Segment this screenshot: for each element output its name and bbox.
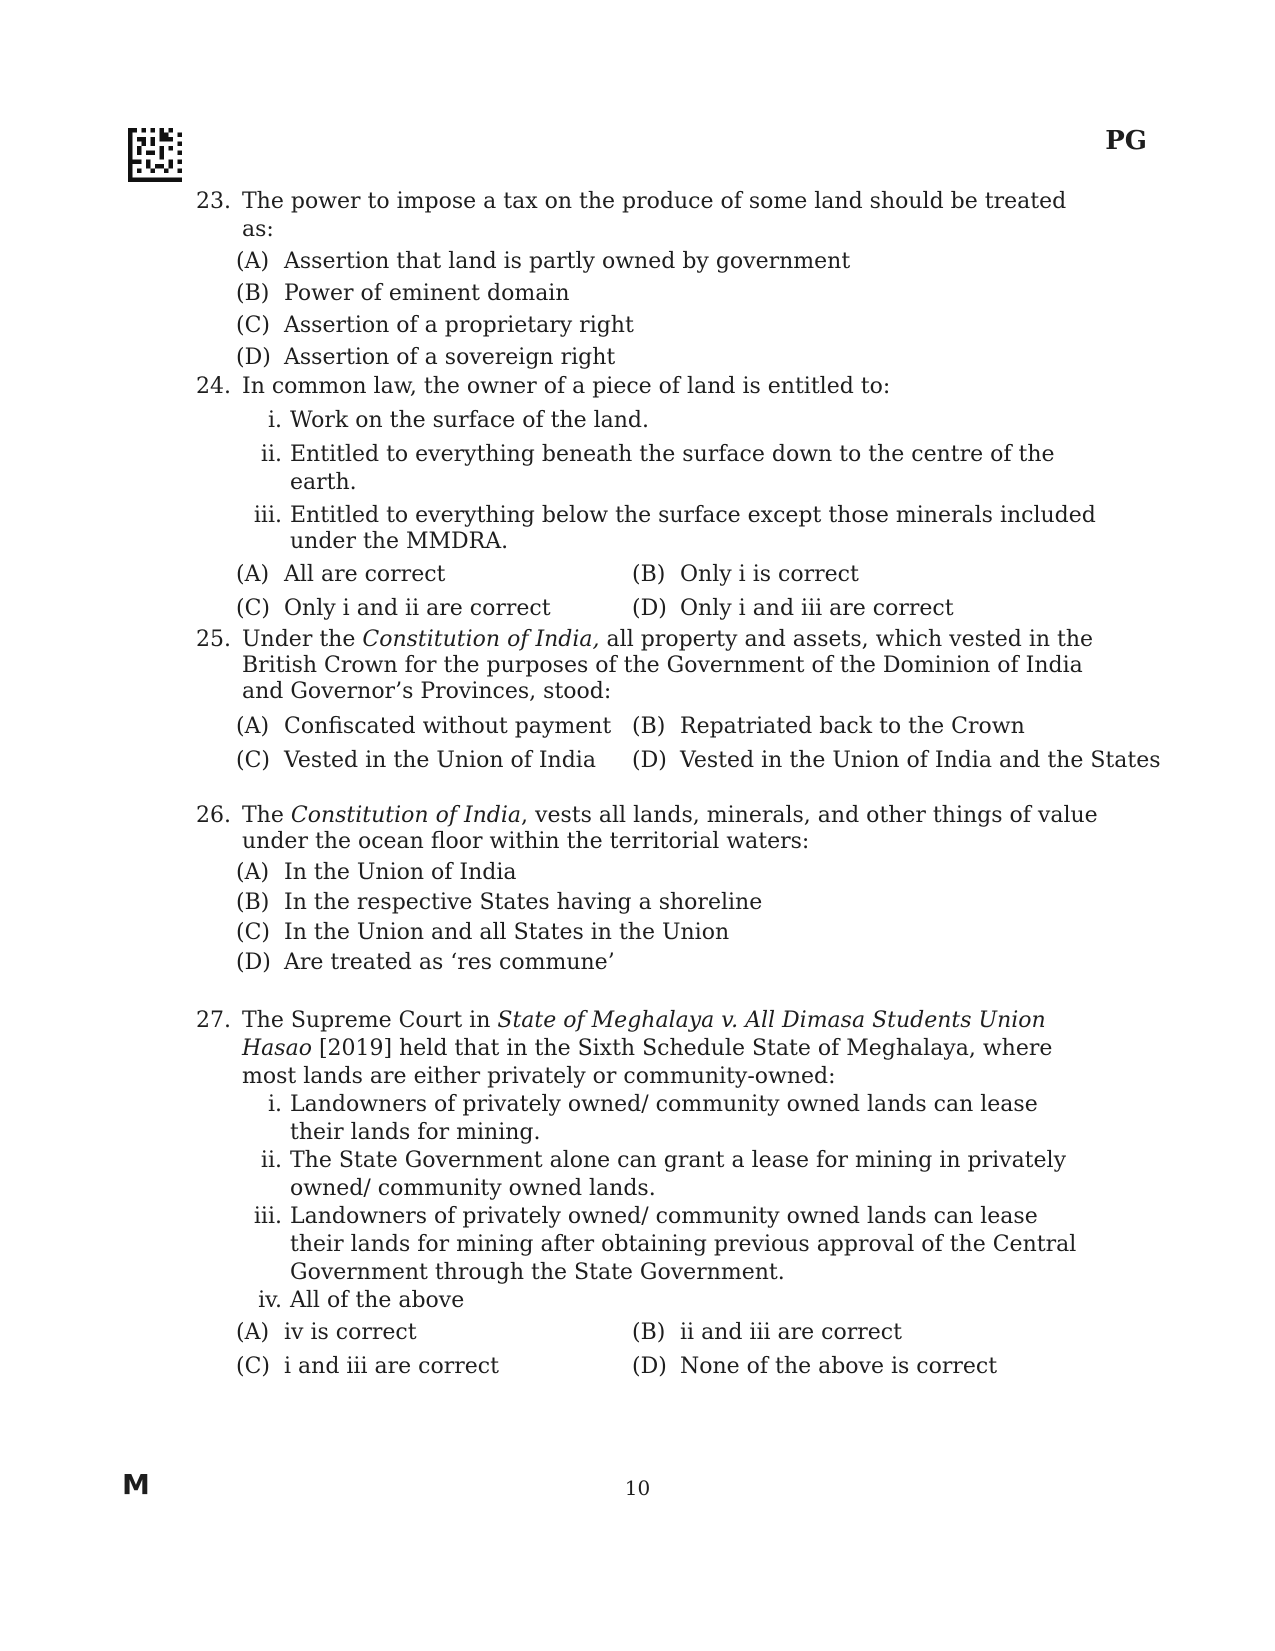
- option-a[interactable]: (A) All are correct: [236, 562, 446, 587]
- series-letter: M: [122, 1468, 150, 1501]
- statement: iv. All of the above: [258, 1288, 465, 1313]
- question-25: [196, 627, 1161, 775]
- statement: ii. The State Government alone can grant a lease for mining in privately owned/ community owned lands.: [260, 1148, 1067, 1201]
- option-b[interactable]: (B) Only i is correct: [632, 562, 859, 587]
- question-number: 26.: [196, 803, 231, 828]
- question-23: [196, 188, 1098, 372]
- question-text: In common law, the owner of a piece of land is entitled to:: [242, 374, 891, 399]
- statement: ii. Entitled to everything beneath the surface down to the centre of the earth.: [260, 442, 1055, 495]
- question-27: [196, 1007, 1098, 1381]
- page-number: 10: [624, 1476, 651, 1500]
- question-number: 27.: [196, 1008, 231, 1033]
- option-c[interactable]: (C) Only i and ii are correct: [236, 596, 551, 621]
- option-d[interactable]: (D) Are treated as ‘res commune’: [236, 950, 615, 975]
- question-24: [196, 373, 1098, 623]
- question-text: The power to impose a tax on the produce of some land should be treated as:: [242, 189, 1067, 242]
- statement: iii. Landowners of privately owned/ community owned lands can lease their lands for mining after obtaining previous approval of the Central Government through the State Government.: [253, 1204, 1077, 1285]
- option-d[interactable]: (D) Only i and iii are correct: [632, 596, 954, 621]
- option-a[interactable]: (A) In the Union of India: [236, 860, 517, 885]
- datamatrix-code: [128, 128, 182, 182]
- question-text: Under the Constitution of India, all property and assets, which vested in the British Crown for the purposes of the Government of the Dominion of India and Governor’s Provinces, stood:: [242, 627, 1094, 704]
- option-b[interactable]: (B) Repatriated back to the Crown: [632, 714, 1025, 739]
- option-c[interactable]: (C) Assertion of a proprietary right: [236, 313, 634, 338]
- question-26: [196, 803, 1098, 977]
- option-c[interactable]: (C) Vested in the Union of India: [236, 748, 596, 773]
- option-c[interactable]: (C) i and iii are correct: [236, 1354, 499, 1379]
- option-a[interactable]: (A) iv is correct: [236, 1320, 417, 1345]
- statement: i. Work on the surface of the land.: [267, 408, 650, 433]
- paper-code: PG: [1105, 126, 1147, 156]
- option-b[interactable]: (B) Power of eminent domain: [236, 281, 570, 306]
- statement: iii. Entitled to everything below the surface except those minerals included under the MMDRA.: [253, 503, 1096, 554]
- question-number: 25.: [196, 627, 231, 652]
- option-a[interactable]: (A) Assertion that land is partly owned by government: [236, 249, 851, 274]
- option-c[interactable]: (C) In the Union and all States in the Union: [236, 920, 730, 945]
- option-d[interactable]: (D) None of the above is correct: [632, 1354, 998, 1379]
- option-b[interactable]: (B) In the respective States having a shoreline: [236, 890, 763, 915]
- option-b[interactable]: (B) ii and iii are correct: [632, 1320, 902, 1345]
- option-d[interactable]: (D) Assertion of a sovereign right: [236, 345, 616, 370]
- option-a[interactable]: (A) Confiscated without payment: [236, 714, 612, 739]
- statement: i. Landowners of privately owned/ community owned lands can lease their lands for mining.: [267, 1092, 1038, 1145]
- question-number: 23.: [196, 189, 231, 214]
- question-number: 24.: [196, 374, 231, 399]
- question-text: The Constitution of India, vests all lands, minerals, and other things of value under the ocean floor within the territorial waters:: [242, 803, 1098, 854]
- question-text: The Supreme Court in State of Meghalaya v. All Dimasa Students Union Hasao [2019] held that in the Sixth Schedule State of Meghalaya, where most lands are either privately or community-owned:: [242, 1008, 1053, 1089]
- option-d[interactable]: (D) Vested in the Union of India and the States: [632, 748, 1161, 773]
